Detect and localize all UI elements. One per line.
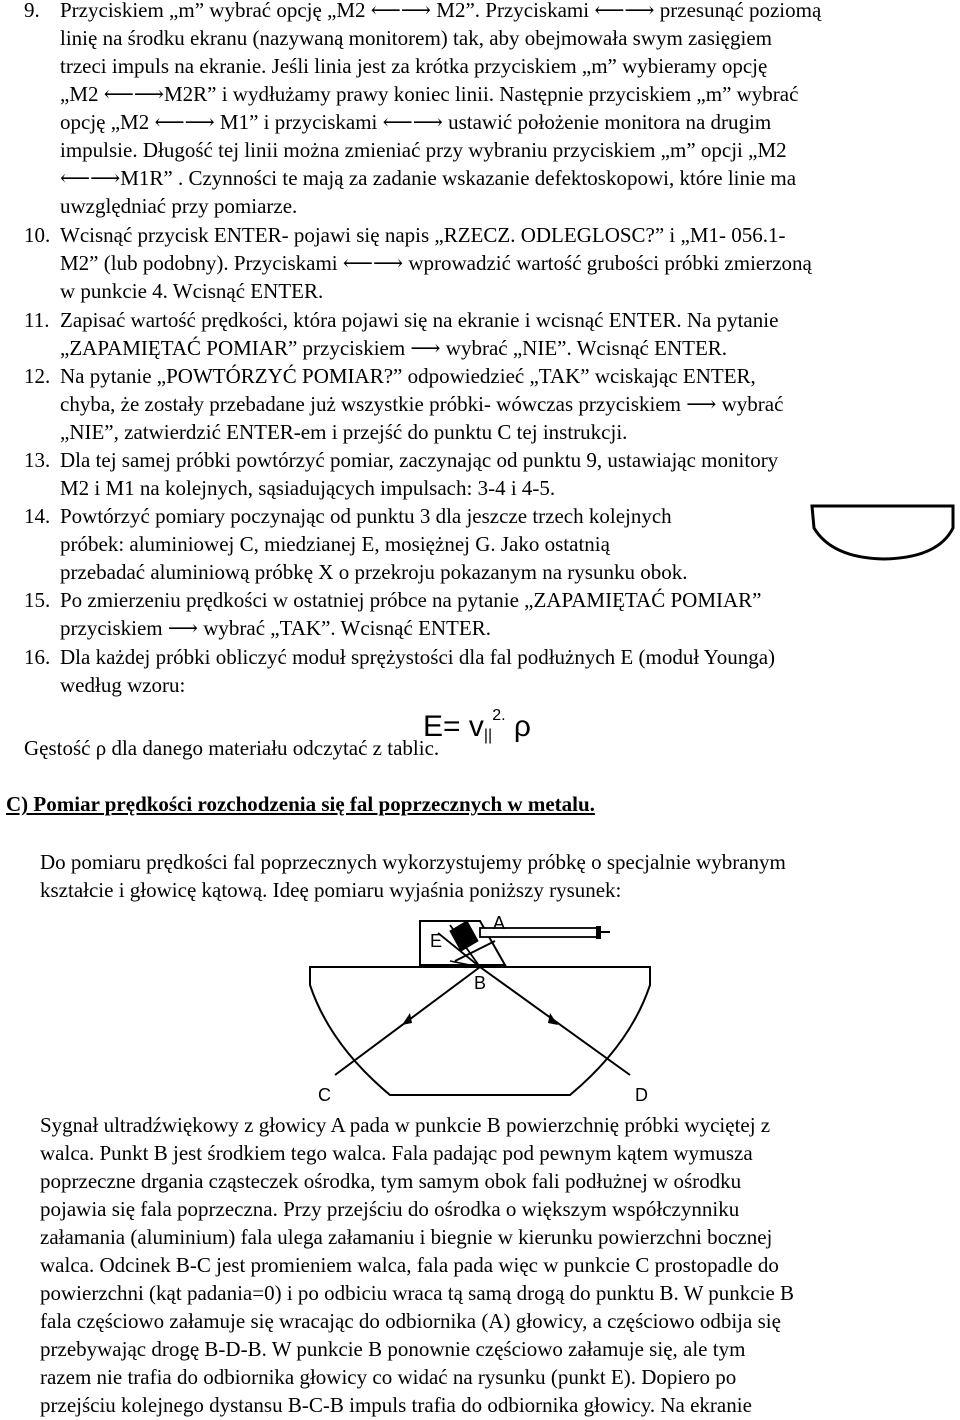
description-line-7: powierzchni (kąt padania=0) i po odbiciu wraca tą samą drogą do punktu B. W punkcie B <box>40 1281 795 1305</box>
description-line-6: walca. Odcinek B-C jest promieniem walca, fala pada więc w punkcie C prostopadle do <box>40 1253 779 1277</box>
item-10-line-2: M2” (lub podobny). Przyciskami ⟵⟶ wprowadzić wartość grubości próbki zmierzoną <box>60 251 812 275</box>
item-9-line-5: opcję „M2 ⟵⟶ M1” i przyciskami ⟵⟶ ustawić położenie monitora na drugim <box>60 110 772 134</box>
item-9-line-4: „M2 ⟵⟶M2R” i wydłużamy prawy koniec linii. Następnie przyciskiem „m” wybrać <box>60 82 799 106</box>
formula-lhs: E= v <box>423 710 484 743</box>
item-15-line-1: Po zmierzeniu prędkości w ostatniej próbce na pytanie „ZAPAMIĘTAĆ POMIAR” <box>60 588 762 612</box>
label-d: D <box>635 1085 648 1105</box>
item-14-line-3: przebadać aluminiową próbkę X o przekroju pokazanym na rysunku obok. <box>60 560 688 584</box>
description-line-8: fala częściowo załamuje się wracając do odbiornika (A) głowicy, a częściowo odbija się <box>40 1309 781 1333</box>
item-11-number: 11. <box>24 308 50 332</box>
sample-x-cross-section <box>806 500 956 564</box>
item-16-number: 16. <box>24 645 51 669</box>
description-line-1: Sygnał ultradźwiękowy z głowicy A pada w punkcie B powierzchnię próbki wyciętej z <box>40 1113 771 1137</box>
item-13-number: 13. <box>24 448 51 472</box>
label-a: A <box>493 913 506 933</box>
item-9-line-1: Przyciskiem „m” wybrać opcję „M2 ⟵⟶ M2”. Przyciskami ⟵⟶ przesunąć poziomą <box>60 0 822 22</box>
item-15-number: 15. <box>24 588 51 612</box>
probe-head-a <box>420 921 610 965</box>
item-15-line-2: przyciskiem ⟶ wybrać „TAK”. Wcisnąć ENTER. <box>60 616 491 640</box>
item-10-line-3: w punkcie 4. Wcisnąć ENTER. <box>60 279 324 303</box>
item-13-line-1: Dla tej samej próbki powtórzyć pomiar, zaczynając od punktu 9, ustawiając monitory <box>60 448 779 472</box>
item-9-line-7: ⟵⟶M1R” . Czynności te mają za zadanie wskazanie defektoskopowi, które linie ma <box>60 166 797 190</box>
item-14-line-2: próbek: aluminiowej C, miedzianej E, mosiężnej G. Jako ostatnią <box>60 532 610 556</box>
description-line-4: pojawia się fala poprzeczna. Przy przejściu do ośrodka o większym współczynniku <box>40 1197 740 1221</box>
item-12-line-3: „NIE”, zatwierdzić ENTER-em i przejść do punktu C tej instrukcji. <box>60 420 628 444</box>
item-14-number: 14. <box>24 504 51 528</box>
item-9-line-8: uwzględniać przy pomiarze. <box>60 194 298 218</box>
item-9-line-2: linię na środku ekranu (nazywaną monitorem) tak, aby obejmowała swym zasięgiem <box>60 26 773 50</box>
item-9-line-6: impulsie. Długość tej linii można zmieniać przy wybraniu przyciskiem „m” opcji „M2 <box>60 138 787 162</box>
item-16-line-1: Dla każdej próbki obliczyć moduł sprężystości dla fal podłużnych E (moduł Younga) <box>60 645 776 669</box>
item-9-line-3: trzeci impuls na ekranie. Jeśli linia jest za krótka przyciskiem „m” wybieramy opcję <box>60 54 768 78</box>
section-c-intro-line-2: kształcie i głowicę kątową. Ideę pomiaru wyjaśnia poniższy rysunek: <box>40 878 622 902</box>
density-note: Gęstość ρ dla danego materiału odczytać z tablic. <box>24 736 440 760</box>
description-line-9: przebywając drogę B-D-B. W punkcie B ponownie częściowo załamuje się, ale tym <box>40 1337 746 1361</box>
item-11-line-2: „ZAPAMIĘTAĆ POMIAR” przyciskiem ⟶ wybrać „NIE”. Wcisnąć ENTER. <box>60 336 728 360</box>
label-b: B <box>474 973 487 993</box>
formula-superscript: 2. <box>492 707 506 724</box>
item-12-line-2: chyba, że zostały przebadane już wszystkie próbki- wówczas przyciskiem ⟶ wybrać <box>60 392 784 416</box>
item-16-line-2: według wzoru: <box>60 673 186 697</box>
item-13-line-2: M2 i M1 na kolejnych, sąsiadujących impulsach: 3-4 i 4-5. <box>60 476 556 500</box>
section-c-intro-line-1: Do pomiaru prędkości fal poprzecznych wykorzystujemy próbkę o specjalnie wybranym <box>40 850 786 874</box>
description-line-10: razem nie trafia do odbiornika głowicy co widać na rysunku (punkt E). Dopiero po <box>40 1365 737 1389</box>
description-line-5: załamania (aluminium) fala ulega załamaniu i biegnie w kierunku powierzchni bocznej <box>40 1225 773 1249</box>
item-12-line-1: Na pytanie „POWTÓRZYĆ POMIAR?” odpowiedzieć „TAK” wciskając ENTER, <box>60 364 756 388</box>
item-10-line-1: Wcisnąć przycisk ENTER- pojawi się napis „RZECZ. ODLEGLOSC?” i „M1- 056.1- <box>60 223 786 247</box>
young-modulus-formula <box>423 698 531 754</box>
item-9-number: 9. <box>24 0 40 22</box>
item-14-line-1: Powtórzyć pomiary poczynając od punktu 3 dla jeszcze trzech kolejnych <box>60 504 672 528</box>
angle-probe-diagram <box>300 905 660 1105</box>
item-11-line-1: Zapisać wartość prędkości, która pojawi się na ekranie i wcisnąć ENTER. Na pytanie <box>60 308 779 332</box>
item-10-number: 10. <box>24 223 51 247</box>
description-line-2: walca. Punkt B jest środkiem tego walca. Fala padając pod pewnym kątem wymusza <box>40 1141 753 1165</box>
section-c-heading: C) Pomiar prędkości rozchodzenia się fal poprzecznych w metalu. <box>6 792 595 816</box>
description-line-11: przejściu kolejnego dystansu B-C-B impuls trafia do odbiornika głowicy. Na ekranie <box>40 1393 752 1417</box>
label-c: C <box>318 1085 331 1105</box>
label-e: E <box>430 931 443 951</box>
description-line-3: poprzeczne drgania cząsteczek ośrodka, tym samym obok fali podłużnej w ośrodku <box>40 1169 742 1193</box>
item-12-number: 12. <box>24 364 51 388</box>
formula-rho: ρ <box>513 710 531 743</box>
formula-subscript: || <box>483 727 493 744</box>
